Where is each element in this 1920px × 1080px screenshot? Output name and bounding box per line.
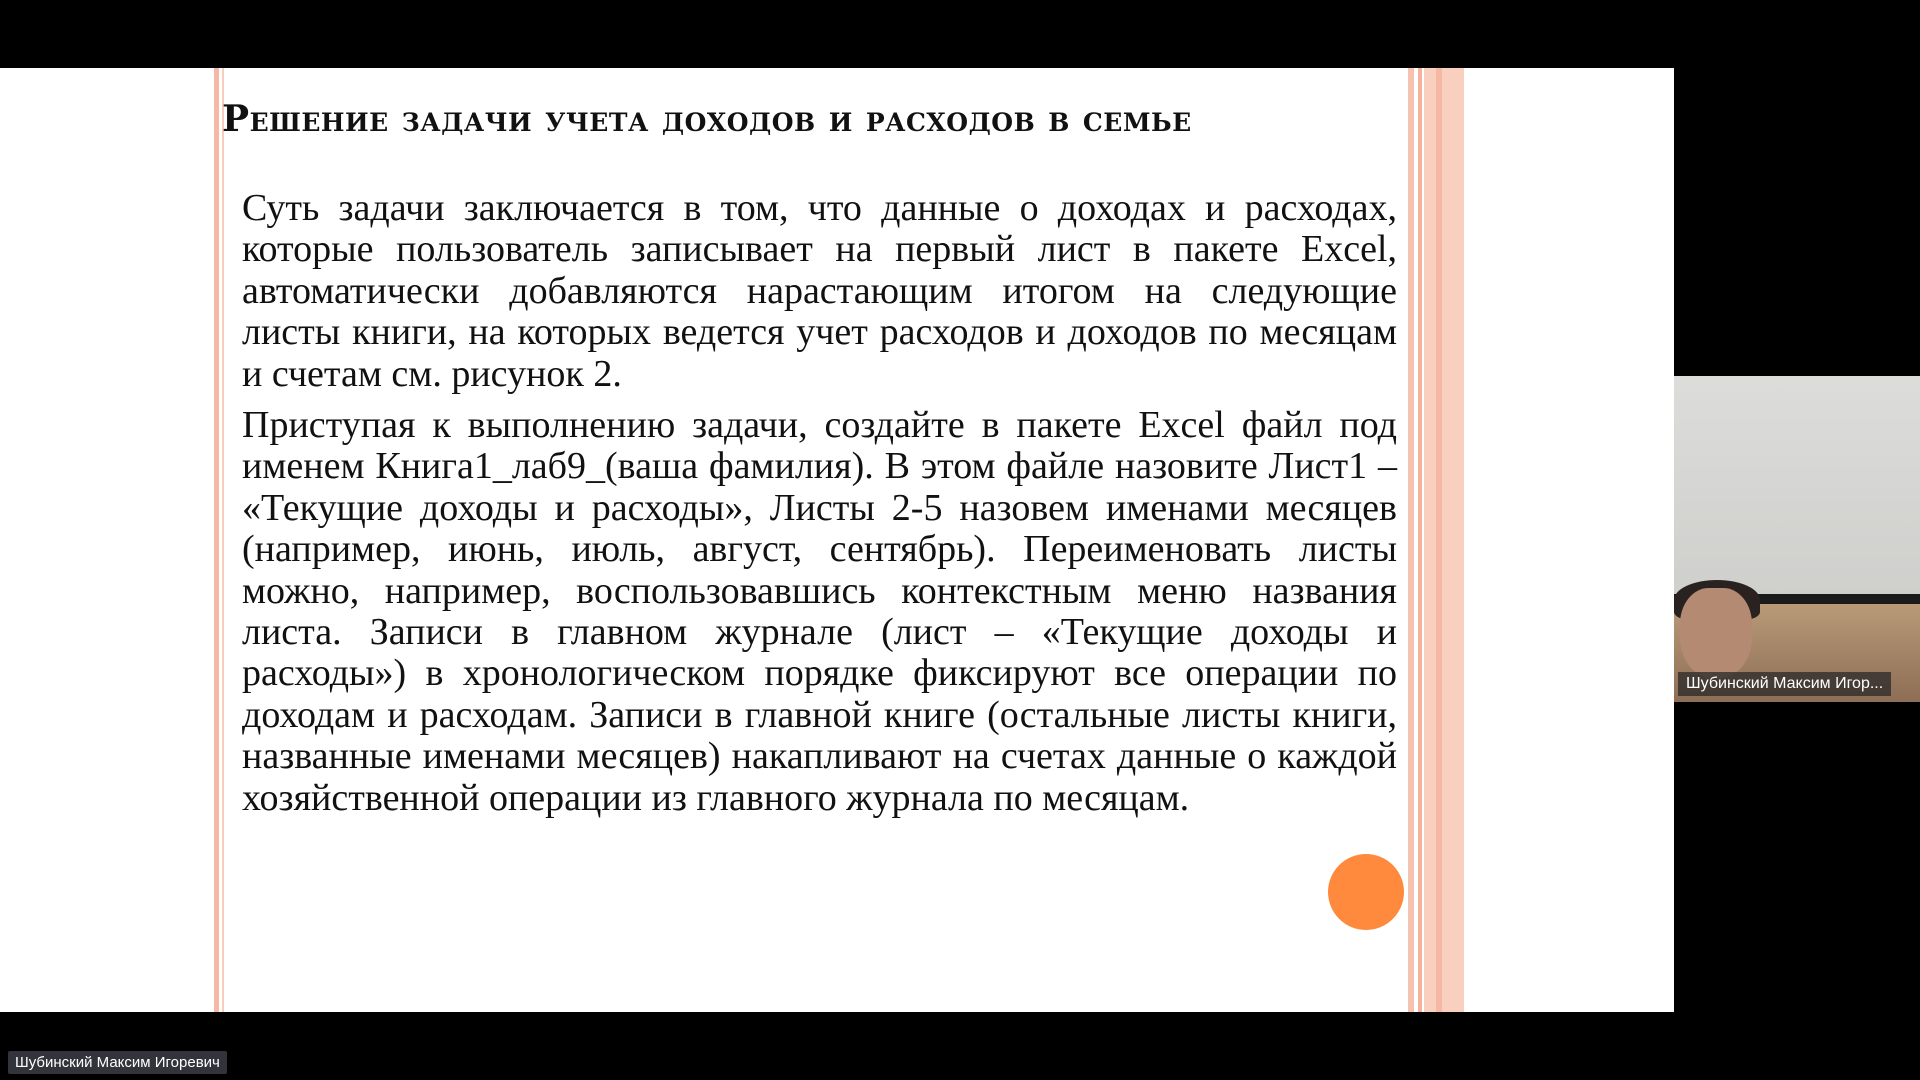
self-name-label: Шубинский Максим Игоревич (8, 1051, 227, 1074)
slide-right-band (1424, 68, 1464, 1012)
shared-screen (0, 68, 1674, 1012)
laser-pointer-dot (1328, 854, 1404, 930)
participant-face (1680, 588, 1752, 678)
slide-paragraph: Суть задачи заключается в том, что данные о доходах и расходах, которые пользователь записывает на первый лист в пакете Excel, автоматически добавляются нарастающим итогом на следующие листы книги, на которых ведется учет расходов и доходов по месяцам и счетам см. рисунок 2. (242, 187, 1397, 395)
slide-right-border-line (1418, 68, 1422, 1012)
video-background (1674, 376, 1920, 596)
slide-left-border (214, 68, 219, 1012)
participant-video-tile[interactable] (1674, 376, 1920, 702)
participant-name-label: Шубинский Максим Игор... (1678, 672, 1891, 696)
slide-title: Решение задачи учета доходов и расходов в семье (222, 98, 1192, 140)
slide-body (242, 188, 1397, 829)
slide-left-border-inner (222, 68, 224, 1012)
slide-paragraph: Приступая к выполнению задачи, создайте в пакете Excel файл под именем Книга1_лаб9_(ваша фамилия). В этом файле назовите Лист1 – «Текущие доходы и расходы», Листы 2-5 назовем именами месяцев (например, июнь, июль, август, сентябрь). Переименовать листы можно, например, воспользовавшись контекстным меню названия листа. Записи в главном журнале (лист – «Текущие доходы и расходы») в хронологическом порядке фиксируют все операции по доходам и расходам. Записи в главной книге (остальные листы книги, названные именами месяцев) накапливают на счетах данные о каждой хозяйственной операции из главного журнала по месяцам. (242, 404, 1397, 819)
slide-right-band-line (1436, 68, 1442, 1012)
slide-right-border (1408, 68, 1414, 1012)
